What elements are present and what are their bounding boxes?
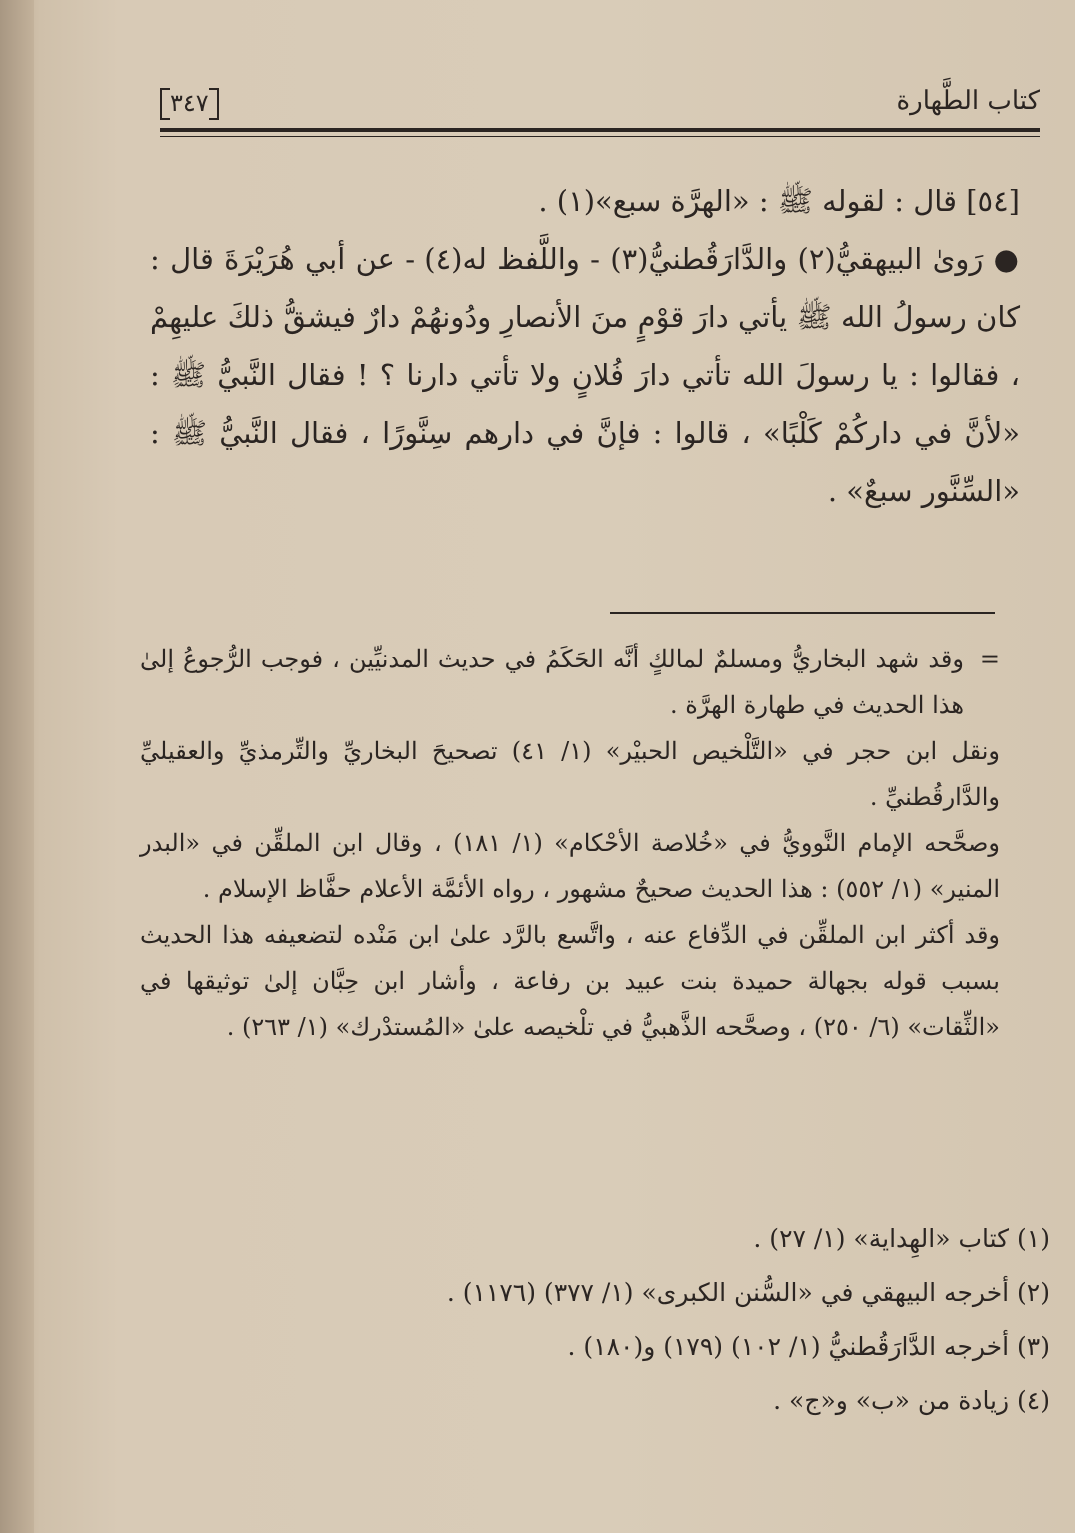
footnote-paragraph-text: وقد شهد البخاريُّ ومسلمٌ لمالكٍ أنَّه الحَكَمُ في حديث المدنيِّين ، فوجب الرُّجوعُ إلىٰ هذا الحديث في طهارة الهرَّة .: [140, 645, 964, 719]
header-rule-thick: [160, 128, 1040, 132]
footnote-paragraph: ونقل ابن حجر في «التَّلْخيص الحبيْر» (١/ ٤١) تصحيحَ البخاريِّ والتِّرمذيِّ والعقيليِّ والدَّارقُطنيِّ .: [140, 737, 1000, 811]
page-number: ٣٤٧: [160, 88, 219, 118]
issue-statement: [٥٤] قال : لقوله ﷺ : «الهرَّة سبع»(١) .: [538, 184, 1020, 218]
header-rule-thin: [160, 136, 1040, 137]
footnote-references: [140, 1212, 1050, 1428]
footnote-paragraph: وقد أكثر ابن الملقِّن في الدِّفاع عنه ، واتَّسع بالرَّد علىٰ ابن مَنْده لتضعيفه هذا الحديث بسبب قوله بجهالة حميدة بنت عبيد بن رفاعة ، وأشار ابن حِبَّان إلىٰ توثيقها في «الثِّقات» (٦/ ٢٥٠) ، وصحَّحه الذَّهبيُّ في تلْخيصه علىٰ «المُستدْرك» (١/ ٢٦٣) .: [140, 921, 1001, 1041]
footnote-separator: [610, 612, 995, 614]
footnote-continuation: [140, 636, 1000, 1050]
footnote-paragraph: [140, 636, 1000, 728]
chapter-title: كتاب الطَّهارة: [896, 86, 1040, 116]
continuation-marker: =: [979, 645, 1000, 673]
page-gutter-shadow: [0, 0, 34, 1533]
hadith-text: ● رَوىٰ البيهقيُّ(٢) والدَّارَقُطنيُّ(٣) - واللَّفظ له(٤) - عن أبي هُرَيْرَةَ قال : كان رسولُ الله ﷺ يأتي دارَ قوْمٍ منَ الأنصارِ ودُونهُمْ دارٌ فيشقُّ ذلكَ عليهِمْ ، فقالوا : يا رسولَ الله تأتي دارَ فُلانٍ ولا تأتي دارنا ؟ ! فقال النَّبيُّ ﷺ : «لأنَّ في داركُمْ كَلْبًا» ، قالوا : فإنَّ في دارهم سِنَّورًا ، فقال النَّبيُّ ﷺ : «السِّنَّور سبعٌ» .: [150, 242, 1020, 508]
footnote-ref-1: (١) كتاب «الهِداية» (١/ ٢٧) .: [753, 1224, 1050, 1253]
main-text: [150, 172, 1020, 520]
footnote-paragraph: وصحَّحه الإمام النَّوويُّ في «خُلاصة الأحْكام» (١/ ١٨١) ، وقال ابن الملقِّن في «البدر المنير» (١/ ٥٥٢) : هذا الحديث صحيحٌ مشهور ، رواه الأئمَّة الأعلام حفَّاظ الإسلام .: [140, 829, 1001, 903]
footnote-ref-3: (٣) أخرجه الدَّارَقُطنيُّ (١/ ١٠٢) (١٧٩) و(١٨٠) .: [567, 1332, 1050, 1361]
footnote-ref-2: (٢) أخرجه البيهقي في «السُّنن الكبرى» (١/ ٣٧٧) (١١٧٦) .: [446, 1278, 1050, 1307]
footnote-ref-4: (٤) زيادة من «ب» و«ج» .: [773, 1386, 1050, 1415]
page-header: [160, 86, 1040, 126]
